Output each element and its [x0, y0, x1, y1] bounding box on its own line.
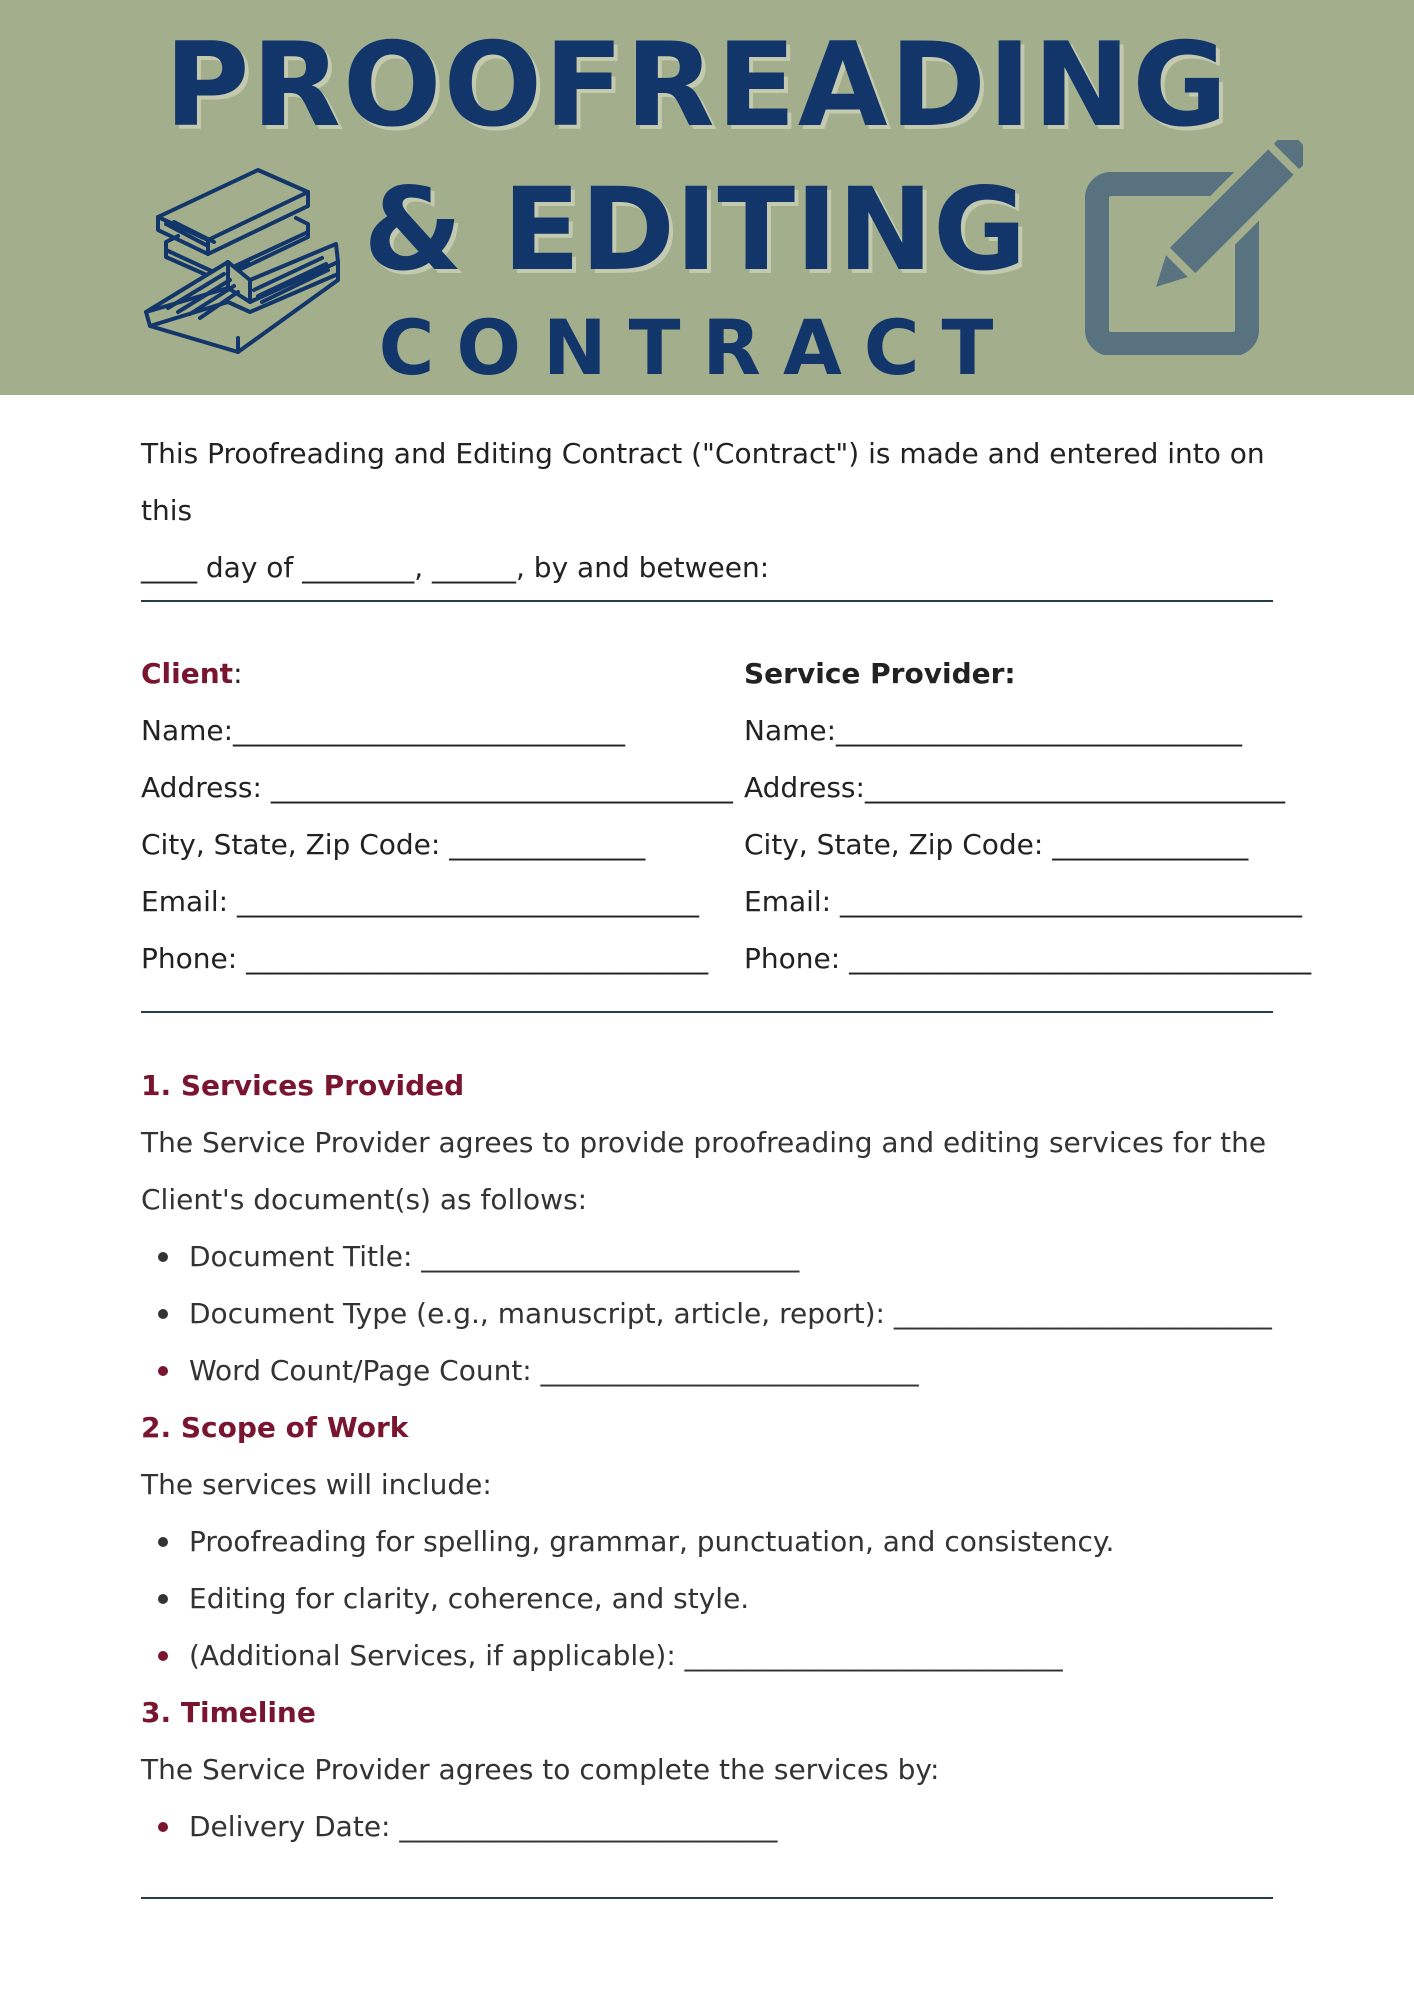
- parties-section: [141, 645, 1312, 987]
- timeline-text: The Service Provider agrees to complete the services by:: [141, 1753, 940, 1786]
- title-line-1: PROOFREADING: [164, 18, 1230, 153]
- services-text-2: Client's document(s) as follows:: [141, 1183, 588, 1216]
- client-column: [141, 645, 744, 987]
- list-item[interactable]: Document Title: ___________________________: [141, 1228, 1273, 1285]
- list-item: Proofreading for spelling, grammar, punctuation, and consistency.: [141, 1513, 1273, 1570]
- provider-address-field[interactable]: Address:______________________________: [744, 771, 1285, 804]
- section-heading-scope: 2. Scope of Work: [141, 1411, 409, 1444]
- list-item[interactable]: Delivery Date: ___________________________: [141, 1798, 1273, 1855]
- intro-line-1: This Proofreading and Editing Contract ("Contract") is made and entered into on this: [141, 437, 1265, 527]
- intro-line-2: ____ day of ________, ______, by and between:: [141, 551, 770, 584]
- services-list: [141, 1228, 1273, 1399]
- client-address-field[interactable]: Address: _________________________________: [141, 771, 733, 804]
- client-email-field[interactable]: Email: _________________________________: [141, 885, 700, 918]
- timeline-list: [141, 1798, 1273, 1855]
- section-heading-services: 1. Services Provided: [141, 1069, 465, 1102]
- provider-column: [744, 645, 1312, 987]
- title-line-2: & EDITING: [363, 163, 1027, 296]
- provider-heading: Service Provider:: [744, 657, 1016, 690]
- provider-city-field[interactable]: City, State, Zip Code: ______________: [744, 828, 1249, 861]
- header-banner: [0, 0, 1414, 395]
- client-heading: Client:: [141, 657, 243, 690]
- divider: [141, 1897, 1273, 1899]
- client-phone-field[interactable]: Phone: _________________________________: [141, 942, 709, 975]
- provider-name-field[interactable]: Name:_____________________________: [744, 714, 1243, 747]
- scope-list: [141, 1513, 1273, 1684]
- provider-phone-field[interactable]: Phone: _________________________________: [744, 942, 1312, 975]
- list-item[interactable]: Word Count/Page Count: ___________________________: [141, 1342, 1273, 1399]
- services-text-1: The Service Provider agrees to provide proofreading and editing services for the: [141, 1126, 1267, 1159]
- provider-email-field[interactable]: Email: _________________________________: [744, 885, 1303, 918]
- client-name-field[interactable]: Name:____________________________: [141, 714, 626, 747]
- list-item[interactable]: (Additional Services, if applicable): ___________________________: [141, 1627, 1273, 1684]
- contract-body: [141, 395, 1312, 1899]
- section-heading-timeline: 3. Timeline: [141, 1696, 316, 1729]
- list-item: Editing for clarity, coherence, and style.: [141, 1570, 1273, 1627]
- client-city-field[interactable]: City, State, Zip Code: ______________: [141, 828, 646, 861]
- title-line-3: CONTRACT: [378, 303, 1016, 392]
- list-item[interactable]: Document Type (e.g., manuscript, article, report): ___________________________: [141, 1285, 1273, 1342]
- scope-text: The services will include:: [141, 1468, 492, 1501]
